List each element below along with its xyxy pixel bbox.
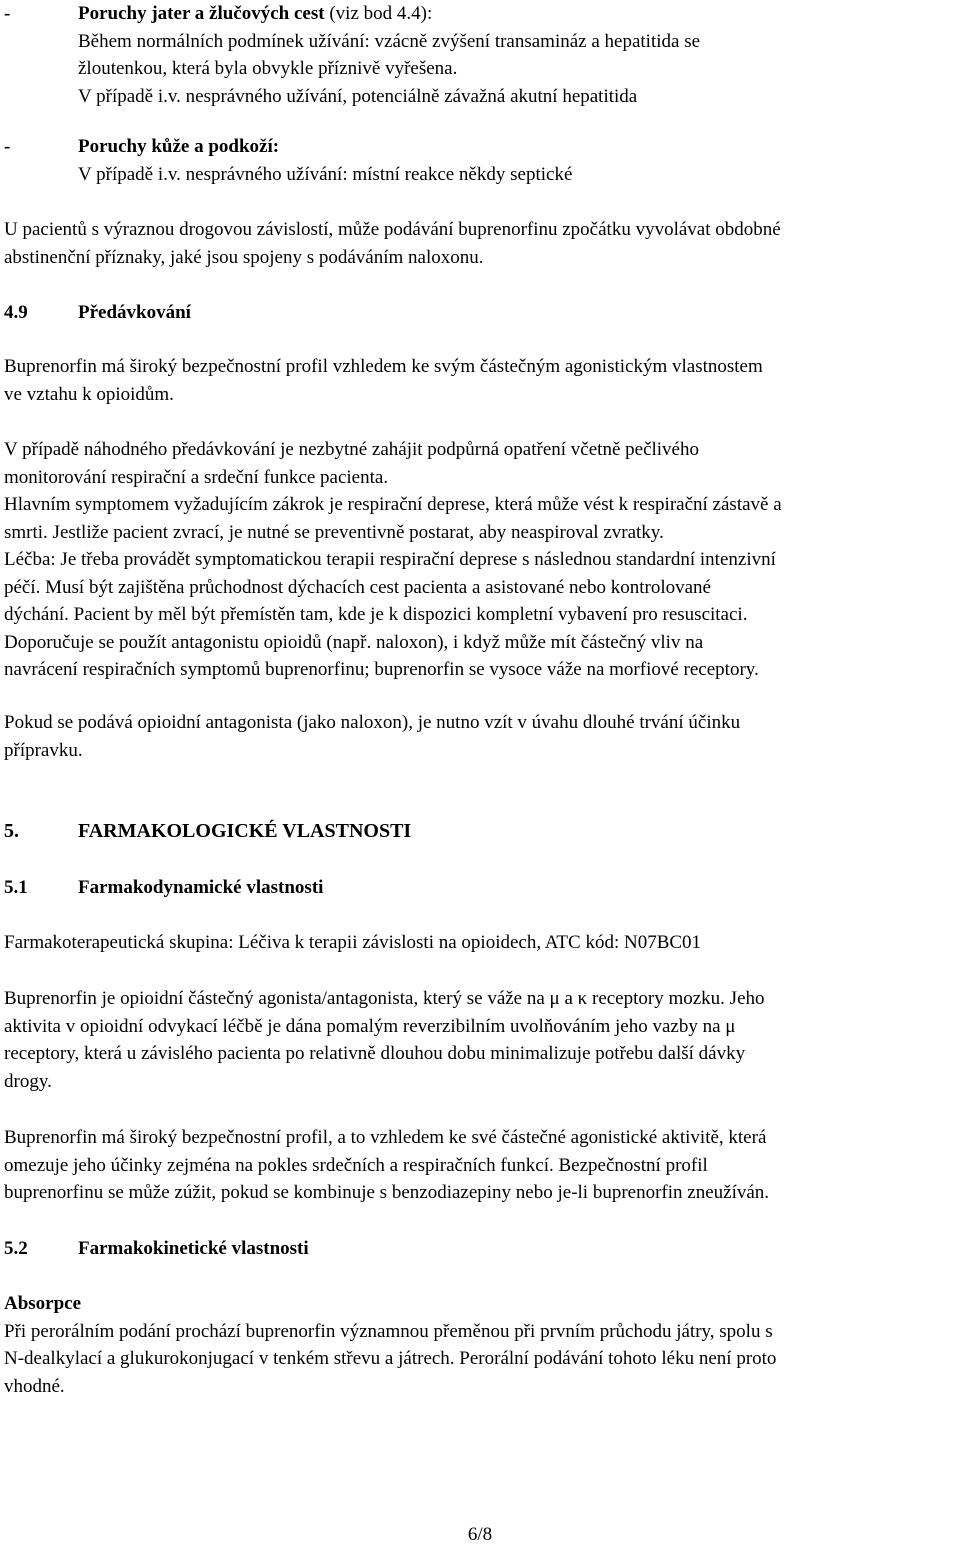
- text-line: Při perorálním podání prochází buprenorfin významnou přeměnou při prvním průchodu játry, spolu s: [4, 1320, 773, 1342]
- text-line: dýchání. Pacient by měl být přemístěn tam, kde je k dispozici kompletní vybavení pro resuscitaci.: [4, 604, 748, 625]
- text-line: aktivita v opioidní odvykací léčbě je dána pomalým reverzibilním uvolňováním jeho vazby na μ: [4, 1015, 736, 1037]
- text-line: vhodné.: [4, 1375, 65, 1397]
- paragraph-absorption: [4, 1290, 956, 1400]
- text-line: žloutenkou, která byla obvykle příznivě vyřešena.: [78, 58, 458, 79]
- bullet-skin-disorders: [4, 133, 956, 188]
- text-line: receptory, která u závislého pacienta po relativně dlouhou dobu minimalizuje potřebu další dávky: [4, 1043, 746, 1064]
- text-line: ve vztahu k opioidům.: [4, 383, 174, 405]
- section-number: 4.9: [4, 302, 28, 323]
- text-line: péčí. Musí být zajištěna průchodnost dýchacích cest pacienta a asistované nebo kontrolované: [4, 576, 711, 598]
- text-line: Léčba: Je třeba provádět symptomatickou terapii respirační deprese s následnou standardní intenzivní: [4, 549, 776, 570]
- section-title: Farmakodynamické vlastnosti: [78, 877, 324, 898]
- bullet-dash: -: [4, 3, 11, 24]
- text-line: abstinenční příznaky, jaké jsou spojeny s podáváním naloxonu.: [4, 246, 484, 268]
- page-number: 6/8: [467, 1524, 493, 1545]
- paragraph-overdose-profile: [4, 353, 956, 408]
- text-line: buprenorfinu se může zúžit, pokud se kombinuje s benzodiazepiny nebo je-li buprenorfin zneužíván.: [4, 1182, 770, 1203]
- text-line: Pokud se podává opioidní antagonista (jako naloxon), je nutno vzít v úvahu dlouhé trvání účinku: [4, 712, 741, 733]
- text-line: smrti. Jestliže pacient zvrací, je nutné se preventivně postarat, aby neaspiroval zvratky.: [4, 521, 664, 543]
- bullet-skin-heading: Poruchy kůže a podkoží:: [78, 136, 280, 157]
- section-heading-4-9: [4, 299, 956, 327]
- text-line: omezuje jeho účinky zejména na pokles srdečních a respiračních funkcí. Bezpečnostní profil: [4, 1154, 708, 1176]
- section-heading-5-2: [4, 1235, 956, 1263]
- paragraph-mechanism: [4, 985, 956, 1095]
- section-number: 5.: [4, 820, 19, 842]
- text-line: Buprenorfin je opioidní částečný agonista/antagonista, který se váže na μ a κ receptory mozku. Jeho: [4, 988, 765, 1009]
- subsection-title: Absorpce: [4, 1293, 82, 1314]
- text-line: Doporučuje se použít antagonistu opioidů (např. naloxon), i když může mít částečný vliv na: [4, 631, 704, 653]
- text-line: N-dealkylací a glukurokonjugací v tenkém střevu a játrech. Perorální podávání tohoto léku není proto: [4, 1348, 777, 1369]
- bullet-dash: -: [4, 136, 11, 157]
- section-number: 5.2: [4, 1238, 28, 1259]
- paragraph-dependence: [4, 216, 956, 271]
- section-number: 5.1: [4, 877, 28, 898]
- text-line: V případě i.v. nesprávného užívání, potenciálně závažná akutní hepatitida: [78, 85, 638, 107]
- section-heading-5-1: [4, 874, 956, 902]
- bullet-liver-disorders: [4, 0, 956, 110]
- document-page: [4, 0, 956, 1546]
- text-line: U pacientů s výraznou drogovou závislostí, může podávání buprenorfinu zpočátku vyvolávat obdobné: [4, 219, 781, 240]
- bullet-liver-ref: (viz bod 4.4):: [324, 3, 433, 24]
- section-title: Farmakokinetické vlastnosti: [78, 1238, 309, 1259]
- text-line: Buprenorfin má široký bezpečnostní profil vzhledem ke svým částečným agonistickým vlastnostem: [4, 356, 763, 377]
- paragraph-overdose-management: [4, 436, 956, 684]
- section-title: Předávkování: [78, 302, 191, 323]
- text-line: navrácení respiračních symptomů buprenorfinu; buprenorfin se vysoce váže na morfiové receptory.: [4, 659, 759, 680]
- section-heading-5: [4, 818, 956, 846]
- paragraph-pharmacotherapeutic-group: [4, 929, 956, 957]
- text-line: monitorování respirační a srdeční funkce pacienta.: [4, 466, 389, 488]
- text-line: Hlavním symptomem vyžadujícím zákrok je respirační deprese, která může vést k respirační zástavě a: [4, 494, 782, 515]
- text-line: drogy.: [4, 1070, 52, 1092]
- text-line: Buprenorfin má široký bezpečnostní profil, a to vzhledem ke své částečné agonistické aktivitě, která: [4, 1127, 767, 1148]
- paragraph-safety-profile: [4, 1124, 956, 1207]
- text-line: Farmakoterapeutická skupina: Léčiva k terapii závislosti na opioidech, ATC kód: N07BC01: [4, 932, 702, 953]
- section-title: FARMAKOLOGICKÉ VLASTNOSTI: [78, 820, 412, 842]
- text-line: V případě i.v. nesprávného užívání: místní reakce někdy septické: [78, 163, 573, 185]
- text-line: Během normálních podmínek užívání: vzácně zvýšení transamináz a hepatitida se: [78, 30, 701, 52]
- bullet-liver-heading: Poruchy jater a žlučových cest: [78, 3, 325, 24]
- text-line: V případě náhodného předávkování je nezbytné zahájit podpůrná opatření včetně pečlivého: [4, 439, 699, 460]
- text-line: přípravku.: [4, 739, 83, 761]
- paragraph-antagonist: [4, 709, 956, 764]
